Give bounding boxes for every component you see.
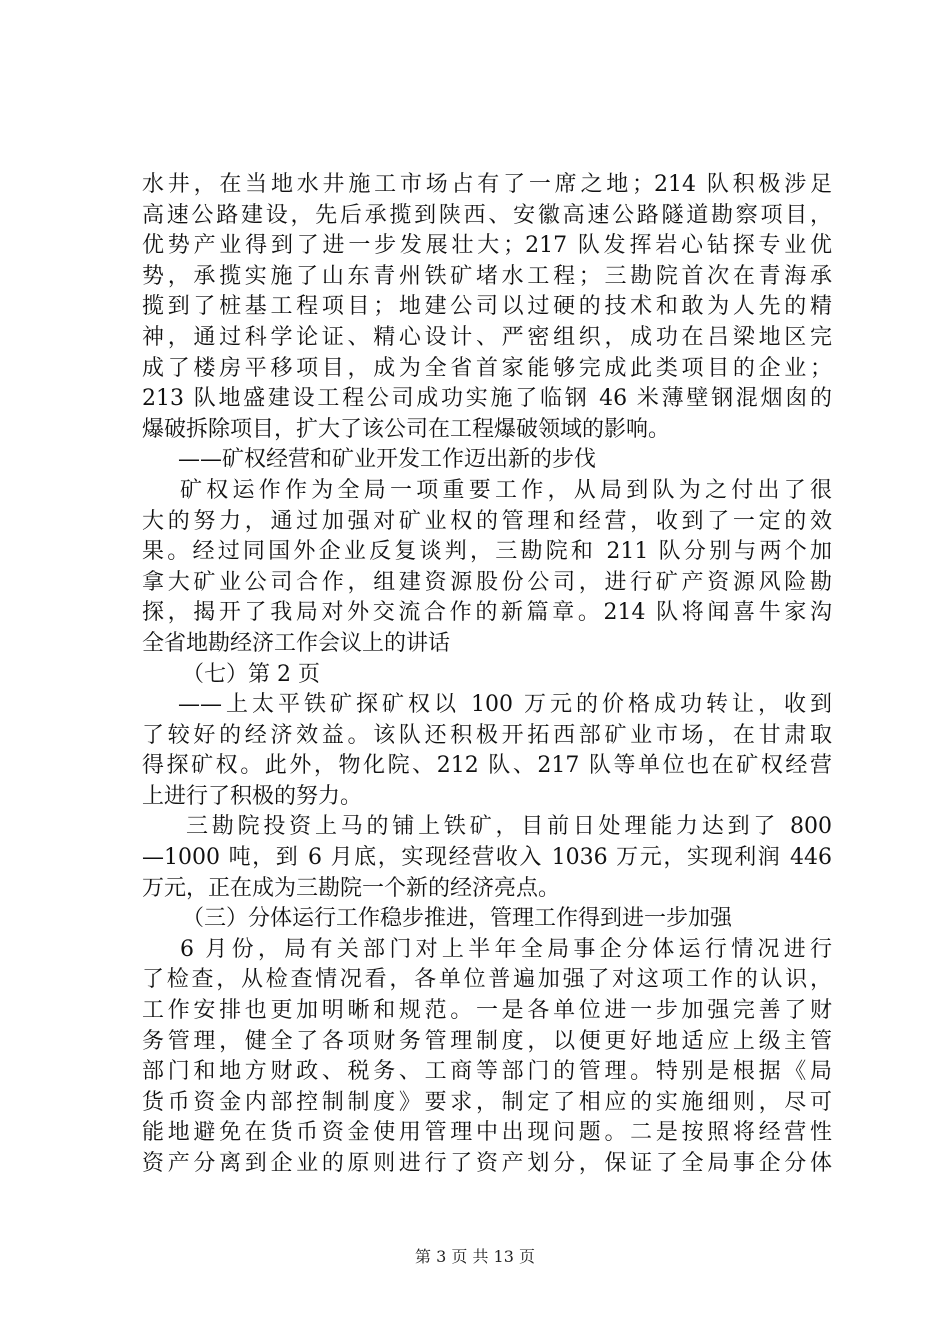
document-body xyxy=(142,170,832,1180)
text-line: 了检查，从检查情况看，各单位普遍加强了对这项工作的认识， xyxy=(142,967,832,993)
text-line: 优势产业得到了进一步发展壮大；217 队发挥岩心钻探专业优 xyxy=(142,233,832,259)
text-line: 水井，在当地水井施工市场占有了一席之地；214 队积极涉足 xyxy=(142,172,832,197)
text-line: 高速公路建设，先后承揽到陕西、安徽高速公路隧道勘察项目， xyxy=(142,202,832,228)
text-line: 万元，正在成为三勘院一个新的经济亮点。 xyxy=(142,875,561,901)
text-line: 上进行了积极的努力。 xyxy=(142,783,363,809)
text-line: 资产分离到企业的原则进行了资产划分，保证了全局事企分体 xyxy=(142,1151,832,1176)
text-line: （七）第 2 页 xyxy=(182,661,320,687)
text-line: 果。经过同国外企业反复谈判，三勘院和 211 队分别与两个加 xyxy=(142,539,832,565)
text-line: 部门和地方财政、税务、工商等部门的管理。特别是根据《局 xyxy=(142,1059,832,1085)
text-line: 探，揭开了我局对外交流合作的新篇章。214 队将闻喜牛家沟 xyxy=(142,600,832,626)
text-line: ——上太平铁矿探矿权以 100 万元的价格成功转让，收到 xyxy=(178,692,832,718)
text-line: 货币资金内部控制制度》要求，制定了相应的实施细则，尽可 xyxy=(142,1089,832,1115)
text-line: 大的努力，通过加强对矿业权的管理和经营，收到了一定的效 xyxy=(142,508,832,534)
text-line: 213 队地盛建设工程公司成功实施了临钢 46 米薄壁钢混烟囱的 xyxy=(142,386,832,412)
text-line: 势，承揽实施了山东青州铁矿堵水工程；三勘院首次在青海承 xyxy=(142,263,832,289)
text-line: —1000 吨，到 6 月底，实现经营收入 1036 万元，实现利润 446 xyxy=(142,845,832,871)
page-footer: 第 3 页 共 13 页 xyxy=(415,1247,535,1266)
text-line: 工作安排也更加明晰和规范。一是各单位进一步加强完善了财 xyxy=(142,998,832,1024)
text-line: 拿大矿业公司合作，组建资源股份公司，进行矿产资源风险勘 xyxy=(142,569,832,595)
text-line: （三）分体运行工作稳步推进，管理工作得到进一步加强 xyxy=(182,906,733,932)
text-line: 能地避免在货币资金使用管理中出现问题。二是按照将经营性 xyxy=(142,1120,832,1146)
text-line: 揽到了桩基工程项目；地建公司以过硬的技术和敢为人先的精 xyxy=(142,294,832,320)
text-line: 成了楼房平移项目，成为全省首家能够完成此类项目的企业； xyxy=(142,355,832,381)
text-line: 矿权运作作为全局一项重要工作，从局到队为之付出了很 xyxy=(180,477,832,503)
text-line: 6 月份，局有关部门对上半年全局事企分体运行情况进行 xyxy=(180,936,832,962)
text-line: 爆破拆除项目，扩大了该公司在工程爆破领域的影响。 xyxy=(142,416,671,442)
text-line: 了较好的经济效益。该队还积极开拓西部矿业市场，在甘肃取 xyxy=(142,722,832,748)
text-line: 神，通过科学论证、精心设计、严密组织，成功在吕梁地区完 xyxy=(142,324,832,350)
text-line: 三勘院投资上马的铺上铁矿，目前日处理能力达到了 800 xyxy=(186,814,832,840)
text-line: ——矿权经营和矿业开发工作迈出新的步伐 xyxy=(178,447,597,473)
text-line: 得探矿权。此外，物化院、212 队、217 队等单位也在矿权经营 xyxy=(142,753,832,779)
text-line: 务管理，健全了各项财务管理制度，以便更好地适应上级主管 xyxy=(142,1028,832,1054)
text-line: 全省地勘经济工作会议上的讲话 xyxy=(142,630,451,656)
